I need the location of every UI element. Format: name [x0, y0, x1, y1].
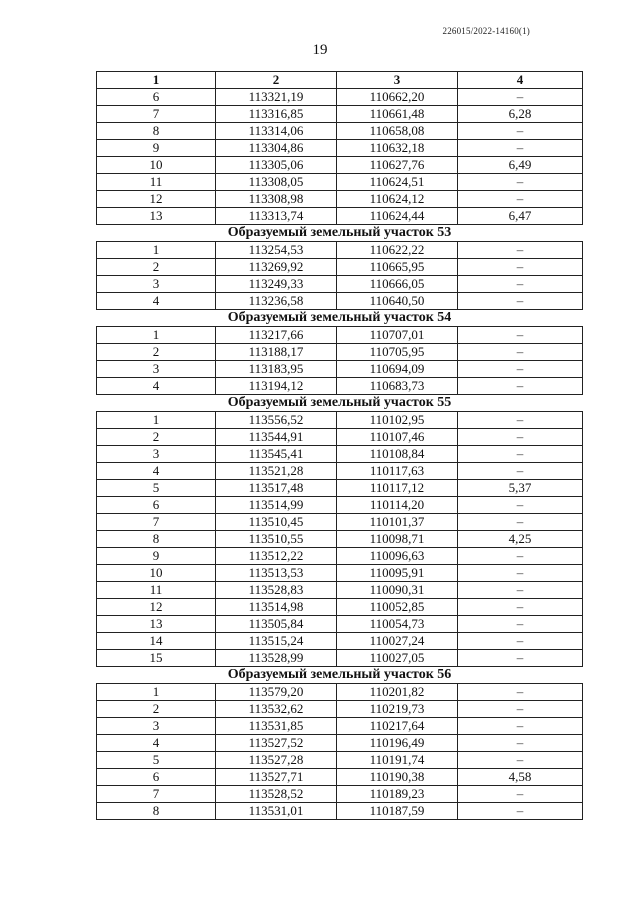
y-coordinate-cell: 110665,95 — [337, 259, 458, 276]
table-row — [97, 276, 583, 293]
point-number-cell: 9 — [97, 140, 216, 157]
table-row — [97, 633, 583, 650]
y-coordinate-cell: 110627,76 — [337, 157, 458, 174]
radius-cell: – — [458, 327, 583, 344]
column-header-y: 3 — [337, 72, 458, 89]
radius-cell: – — [458, 565, 583, 582]
radius-cell: – — [458, 752, 583, 769]
x-coordinate-cell: 113528,99 — [216, 650, 337, 667]
point-number-cell: 1 — [97, 412, 216, 429]
point-number-cell: 2 — [97, 344, 216, 361]
table-row — [97, 191, 583, 208]
radius-cell: – — [458, 718, 583, 735]
radius-cell: – — [458, 259, 583, 276]
point-number-cell: 4 — [97, 735, 216, 752]
radius-cell: – — [458, 242, 583, 259]
coordinates-table — [96, 71, 583, 820]
point-number-cell: 4 — [97, 378, 216, 395]
x-coordinate-cell: 113579,20 — [216, 684, 337, 701]
radius-cell: – — [458, 735, 583, 752]
point-number-cell: 14 — [97, 633, 216, 650]
y-coordinate-cell: 110217,64 — [337, 718, 458, 735]
x-coordinate-cell: 113269,92 — [216, 259, 337, 276]
table-row — [97, 701, 583, 718]
table-row — [97, 327, 583, 344]
table-row — [97, 803, 583, 820]
radius-cell: – — [458, 276, 583, 293]
x-coordinate-cell: 113304,86 — [216, 140, 337, 157]
y-coordinate-cell: 110187,59 — [337, 803, 458, 820]
point-number-cell: 13 — [97, 208, 216, 225]
y-coordinate-cell: 110694,09 — [337, 361, 458, 378]
x-coordinate-cell: 113505,84 — [216, 616, 337, 633]
y-coordinate-cell: 110117,12 — [337, 480, 458, 497]
radius-cell: – — [458, 514, 583, 531]
x-coordinate-cell: 113510,45 — [216, 514, 337, 531]
column-header-point-number: 1 — [97, 72, 216, 89]
section-title: Образуемый земельный участок 56 — [97, 667, 583, 684]
x-coordinate-cell: 113532,62 — [216, 701, 337, 718]
point-number-cell: 5 — [97, 480, 216, 497]
point-number-cell: 11 — [97, 582, 216, 599]
table-row — [97, 599, 583, 616]
y-coordinate-cell: 110640,50 — [337, 293, 458, 310]
x-coordinate-cell: 113188,17 — [216, 344, 337, 361]
radius-cell: – — [458, 582, 583, 599]
y-coordinate-cell: 110189,23 — [337, 786, 458, 803]
y-coordinate-cell: 110622,22 — [337, 242, 458, 259]
x-coordinate-cell: 113217,66 — [216, 327, 337, 344]
y-coordinate-cell: 110683,73 — [337, 378, 458, 395]
radius-cell: – — [458, 191, 583, 208]
radius-cell: – — [458, 412, 583, 429]
radius-cell: – — [458, 361, 583, 378]
radius-cell: – — [458, 174, 583, 191]
y-coordinate-cell: 110095,91 — [337, 565, 458, 582]
point-number-cell: 1 — [97, 242, 216, 259]
point-number-cell: 10 — [97, 565, 216, 582]
y-coordinate-cell: 110624,44 — [337, 208, 458, 225]
point-number-cell: 6 — [97, 89, 216, 106]
x-coordinate-cell: 113308,05 — [216, 174, 337, 191]
point-number-cell: 12 — [97, 191, 216, 208]
y-coordinate-cell: 110662,20 — [337, 89, 458, 106]
table-row — [97, 786, 583, 803]
y-coordinate-cell: 110107,46 — [337, 429, 458, 446]
x-coordinate-cell: 113305,06 — [216, 157, 337, 174]
radius-cell: – — [458, 344, 583, 361]
x-coordinate-cell: 113510,55 — [216, 531, 337, 548]
table-row — [97, 123, 583, 140]
x-coordinate-cell: 113545,41 — [216, 446, 337, 463]
radius-cell: – — [458, 429, 583, 446]
x-coordinate-cell: 113183,95 — [216, 361, 337, 378]
table-row — [97, 548, 583, 565]
y-coordinate-cell: 110114,20 — [337, 497, 458, 514]
section-title-row — [97, 225, 583, 242]
x-coordinate-cell: 113527,71 — [216, 769, 337, 786]
radius-cell: – — [458, 633, 583, 650]
point-number-cell: 8 — [97, 123, 216, 140]
y-coordinate-cell: 110624,12 — [337, 191, 458, 208]
table-row — [97, 752, 583, 769]
section-title: Образуемый земельный участок 55 — [97, 395, 583, 412]
table-row — [97, 463, 583, 480]
radius-cell: – — [458, 89, 583, 106]
table-row — [97, 514, 583, 531]
point-number-cell: 7 — [97, 106, 216, 123]
radius-cell: 6,47 — [458, 208, 583, 225]
x-coordinate-cell: 113515,24 — [216, 633, 337, 650]
radius-cell: – — [458, 497, 583, 514]
point-number-cell: 15 — [97, 650, 216, 667]
document-registration-number: 226015/2022-14160(1) — [442, 26, 530, 36]
radius-cell: – — [458, 140, 583, 157]
y-coordinate-cell: 110191,74 — [337, 752, 458, 769]
x-coordinate-cell: 113531,85 — [216, 718, 337, 735]
table-row — [97, 531, 583, 548]
x-coordinate-cell: 113527,28 — [216, 752, 337, 769]
radius-cell: – — [458, 786, 583, 803]
table-row — [97, 412, 583, 429]
x-coordinate-cell: 113517,48 — [216, 480, 337, 497]
section-title-row — [97, 667, 583, 684]
table-body — [97, 89, 583, 820]
x-coordinate-cell: 113528,52 — [216, 786, 337, 803]
y-coordinate-cell: 110658,08 — [337, 123, 458, 140]
x-coordinate-cell: 113308,98 — [216, 191, 337, 208]
column-header-radius: 4 — [458, 72, 583, 89]
x-coordinate-cell: 113521,28 — [216, 463, 337, 480]
x-coordinate-cell: 113249,33 — [216, 276, 337, 293]
section-title: Образуемый земельный участок 53 — [97, 225, 583, 242]
radius-cell: 5,37 — [458, 480, 583, 497]
table-row — [97, 259, 583, 276]
x-coordinate-cell: 113513,53 — [216, 565, 337, 582]
section-title-row — [97, 310, 583, 327]
table-row — [97, 565, 583, 582]
y-coordinate-cell: 110102,95 — [337, 412, 458, 429]
table-row — [97, 650, 583, 667]
point-number-cell: 2 — [97, 259, 216, 276]
x-coordinate-cell: 113314,06 — [216, 123, 337, 140]
y-coordinate-cell: 110108,84 — [337, 446, 458, 463]
radius-cell: – — [458, 463, 583, 480]
y-coordinate-cell: 110054,73 — [337, 616, 458, 633]
radius-cell: 4,25 — [458, 531, 583, 548]
point-number-cell: 11 — [97, 174, 216, 191]
table-row — [97, 208, 583, 225]
y-coordinate-cell: 110117,63 — [337, 463, 458, 480]
y-coordinate-cell: 110707,01 — [337, 327, 458, 344]
y-coordinate-cell: 110027,05 — [337, 650, 458, 667]
y-coordinate-cell: 110096,63 — [337, 548, 458, 565]
column-header-x: 2 — [216, 72, 337, 89]
x-coordinate-cell: 113236,58 — [216, 293, 337, 310]
table-header-row — [97, 72, 583, 89]
table-row — [97, 242, 583, 259]
section-title-row — [97, 395, 583, 412]
point-number-cell: 2 — [97, 429, 216, 446]
point-number-cell: 4 — [97, 463, 216, 480]
y-coordinate-cell: 110666,05 — [337, 276, 458, 293]
y-coordinate-cell: 110624,51 — [337, 174, 458, 191]
point-number-cell: 3 — [97, 718, 216, 735]
point-number-cell: 7 — [97, 514, 216, 531]
point-number-cell: 6 — [97, 497, 216, 514]
point-number-cell: 9 — [97, 548, 216, 565]
table-row — [97, 140, 583, 157]
radius-cell: – — [458, 548, 583, 565]
table-row — [97, 157, 583, 174]
x-coordinate-cell: 113544,91 — [216, 429, 337, 446]
point-number-cell: 2 — [97, 701, 216, 718]
point-number-cell: 4 — [97, 293, 216, 310]
y-coordinate-cell: 110090,31 — [337, 582, 458, 599]
radius-cell: – — [458, 293, 583, 310]
point-number-cell: 8 — [97, 531, 216, 548]
x-coordinate-cell: 113194,12 — [216, 378, 337, 395]
table-row — [97, 497, 583, 514]
radius-cell: – — [458, 446, 583, 463]
y-coordinate-cell: 110190,38 — [337, 769, 458, 786]
table-row — [97, 480, 583, 497]
x-coordinate-cell: 113527,52 — [216, 735, 337, 752]
y-coordinate-cell: 110661,48 — [337, 106, 458, 123]
table-row — [97, 361, 583, 378]
table-row — [97, 718, 583, 735]
point-number-cell: 3 — [97, 276, 216, 293]
point-number-cell: 3 — [97, 446, 216, 463]
table-row — [97, 378, 583, 395]
radius-cell: – — [458, 616, 583, 633]
point-number-cell: 10 — [97, 157, 216, 174]
radius-cell: – — [458, 701, 583, 718]
radius-cell: 6,28 — [458, 106, 583, 123]
x-coordinate-cell: 113531,01 — [216, 803, 337, 820]
page-number: 19 — [312, 42, 328, 58]
point-number-cell: 13 — [97, 616, 216, 633]
y-coordinate-cell: 110052,85 — [337, 599, 458, 616]
table-row — [97, 769, 583, 786]
point-number-cell: 8 — [97, 803, 216, 820]
table-row — [97, 89, 583, 106]
y-coordinate-cell: 110705,95 — [337, 344, 458, 361]
radius-cell: – — [458, 599, 583, 616]
x-coordinate-cell: 113556,52 — [216, 412, 337, 429]
point-number-cell: 6 — [97, 769, 216, 786]
x-coordinate-cell: 113313,74 — [216, 208, 337, 225]
table-row — [97, 616, 583, 633]
radius-cell: – — [458, 803, 583, 820]
x-coordinate-cell: 113321,19 — [216, 89, 337, 106]
table-row — [97, 446, 583, 463]
y-coordinate-cell: 110196,49 — [337, 735, 458, 752]
y-coordinate-cell: 110027,24 — [337, 633, 458, 650]
point-number-cell: 1 — [97, 684, 216, 701]
y-coordinate-cell: 110632,18 — [337, 140, 458, 157]
section-title: Образуемый земельный участок 54 — [97, 310, 583, 327]
table-row — [97, 106, 583, 123]
table-row — [97, 684, 583, 701]
table-row — [97, 344, 583, 361]
x-coordinate-cell: 113514,98 — [216, 599, 337, 616]
x-coordinate-cell: 113254,53 — [216, 242, 337, 259]
radius-cell: – — [458, 684, 583, 701]
radius-cell: 6,49 — [458, 157, 583, 174]
y-coordinate-cell: 110101,37 — [337, 514, 458, 531]
table-row — [97, 582, 583, 599]
radius-cell: – — [458, 378, 583, 395]
radius-cell: 4,58 — [458, 769, 583, 786]
x-coordinate-cell: 113514,99 — [216, 497, 337, 514]
point-number-cell: 1 — [97, 327, 216, 344]
table-row — [97, 174, 583, 191]
table-row — [97, 735, 583, 752]
table-row — [97, 429, 583, 446]
point-number-cell: 3 — [97, 361, 216, 378]
table-row — [97, 293, 583, 310]
point-number-cell: 12 — [97, 599, 216, 616]
y-coordinate-cell: 110201,82 — [337, 684, 458, 701]
radius-cell: – — [458, 650, 583, 667]
point-number-cell: 7 — [97, 786, 216, 803]
x-coordinate-cell: 113528,83 — [216, 582, 337, 599]
radius-cell: – — [458, 123, 583, 140]
y-coordinate-cell: 110098,71 — [337, 531, 458, 548]
point-number-cell: 5 — [97, 752, 216, 769]
y-coordinate-cell: 110219,73 — [337, 701, 458, 718]
x-coordinate-cell: 113512,22 — [216, 548, 337, 565]
x-coordinate-cell: 113316,85 — [216, 106, 337, 123]
